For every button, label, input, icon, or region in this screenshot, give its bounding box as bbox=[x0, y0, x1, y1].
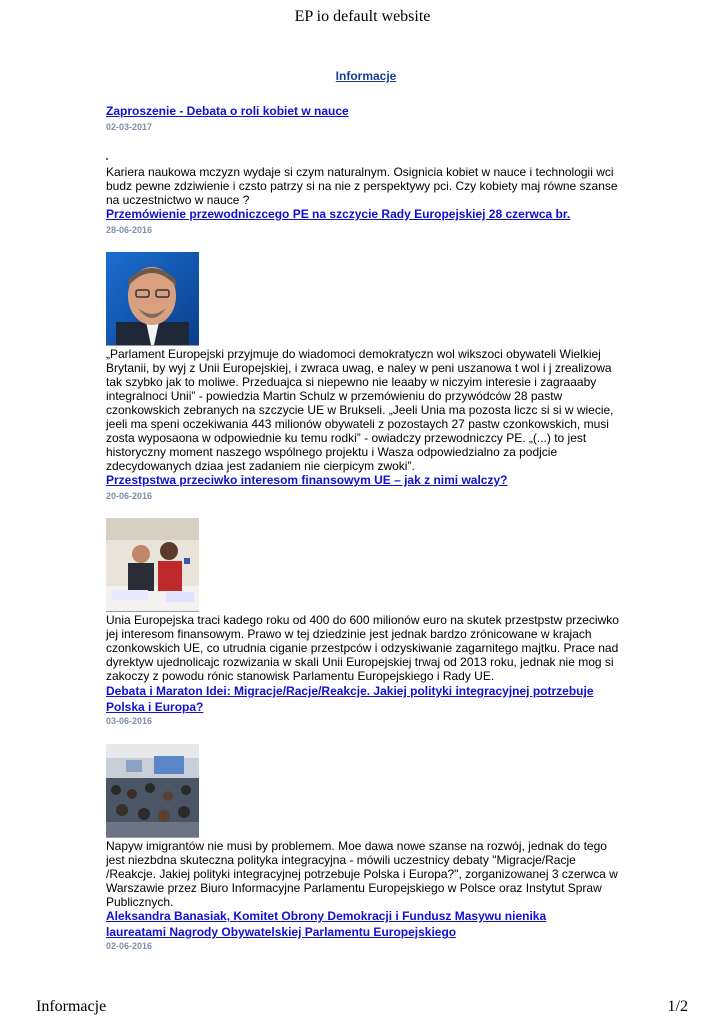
article-date: 02-03-2017 bbox=[106, 122, 153, 132]
article-date: 28-06-2016 bbox=[106, 225, 153, 235]
article-title-link[interactable]: Zaproszenie - Debata o roli kobiet w nauce bbox=[106, 104, 349, 118]
portrait-photo[interactable] bbox=[106, 252, 199, 346]
footer-page-number: 1/2 bbox=[667, 998, 688, 1015]
article-summary: Kariera naukowa mczyzn wydaje si czym naturalnym. Osignicia kobiet w nauce i technologii wci budz pewne zdziwienie i czsto patrzy si na nie z perspektywy pci. Czy kobiety maj równe szanse na uczestnictwo w nauce ? bbox=[106, 165, 618, 207]
audience-photo[interactable] bbox=[106, 744, 199, 838]
article-summary: Unia Europejska traci kadego roku od 400 do 600 milionów euro na skutek przestpstw przeciwko jej interesom finansowym. Prawo w tej dziedzinie jest jednak bardzo zrónicowane w krajach czonkowskich UE, co utrudnia ciganie przestpców i odzyskiwanie zagarnitego majtku. Prace nad dyrektyw ujednolicajc rozwizania w skali Unii Europejskiej trwaj od 2013 roku, jednak nie mog si zakoczy z powodu rónic stanowisk Parlamentu Europejskiego i Rady UE. bbox=[106, 613, 619, 683]
article-title-link[interactable]: Przestpstwa przeciwko interesom finansowym UE – jak z nimi walczy? bbox=[106, 473, 508, 487]
article-title-link[interactable]: Debata i Maraton Idei: Migracje/Racje/Reakcje. Jakiej polityki integracyjnej potrzebuje Polska i Europa? bbox=[106, 684, 594, 714]
conference-photo[interactable] bbox=[106, 518, 199, 612]
page-header-title: EP io default website bbox=[294, 8, 431, 25]
article-summary: Napyw imigrantów nie musi by problemem. Moe dawa nowe szanse na rozwój, jednak do tego jest niezbdna skuteczna polityka integracyjna - mówili uczestnicy debaty "Migracje/Racje /Reakcje. Jakiej polityki integracyjnej potrzebuje Polska i Europa?", zorganizowanej 3 czerwca w Warszawie przez Biuro Informacyjne Parlamentu Europejskiego w Polsce oraz Instytut Spraw Publicznych. bbox=[106, 839, 618, 909]
footer-section-label: Informacje bbox=[36, 998, 107, 1015]
article-summary: „Parlament Europejski przyjmuje do wiadomoci demokratyczn wol wikszoci obywateli Wielkiej Brytanii, by wyj z Unii Europejskiej, i zwraca uwag, e naley w peni uszanowa t wol i j zrealizowa tak szybko jak to moliwe. Przeduajca si niepewno nie leaaby w niczyim interesie i zagraaaby integralnoci Unii” - powiedzia Martin Schulz w przemówieniu do przywódców 28 pastw czonkowskich zebranych na szczycie UE w Brukseli. „Jeeli Unia ma pozosta liczc si si w wiecie, jeeli ma speni oczekiwania 443 milionów obywateli z pozostaych 27 pastw czonkowskich, musi zosta wyposaona w odpowiednie ku temu rodki” - owiadczy przewodniczcy PE. „(...) to jest historyczny moment naszego wspólnego projektu i Wasza odpowiedzialno za podjcie zdecydowanych dziaa jest zadaniem nie cierpicym zwoki”. bbox=[106, 347, 614, 473]
section-title[interactable]: Informacje bbox=[335, 69, 397, 83]
article-date: 03-06-2016 bbox=[106, 716, 153, 726]
article-title-link[interactable]: Aleksandra Banasiak, Komitet Obrony Demokracji i Fundusz Masywu nienika laureatami Nagrody Obywatelskiej Parlamentu Europejskiego bbox=[106, 909, 547, 939]
article-date: 02-06-2016 bbox=[106, 941, 153, 951]
image-placeholder-dot bbox=[106, 158, 108, 160]
article-date: 20-06-2016 bbox=[106, 491, 153, 501]
article-title-link[interactable]: Przemówienie przewodniczcego PE na szczycie Rady Europejskiej 28 czerwca br. bbox=[106, 207, 571, 221]
